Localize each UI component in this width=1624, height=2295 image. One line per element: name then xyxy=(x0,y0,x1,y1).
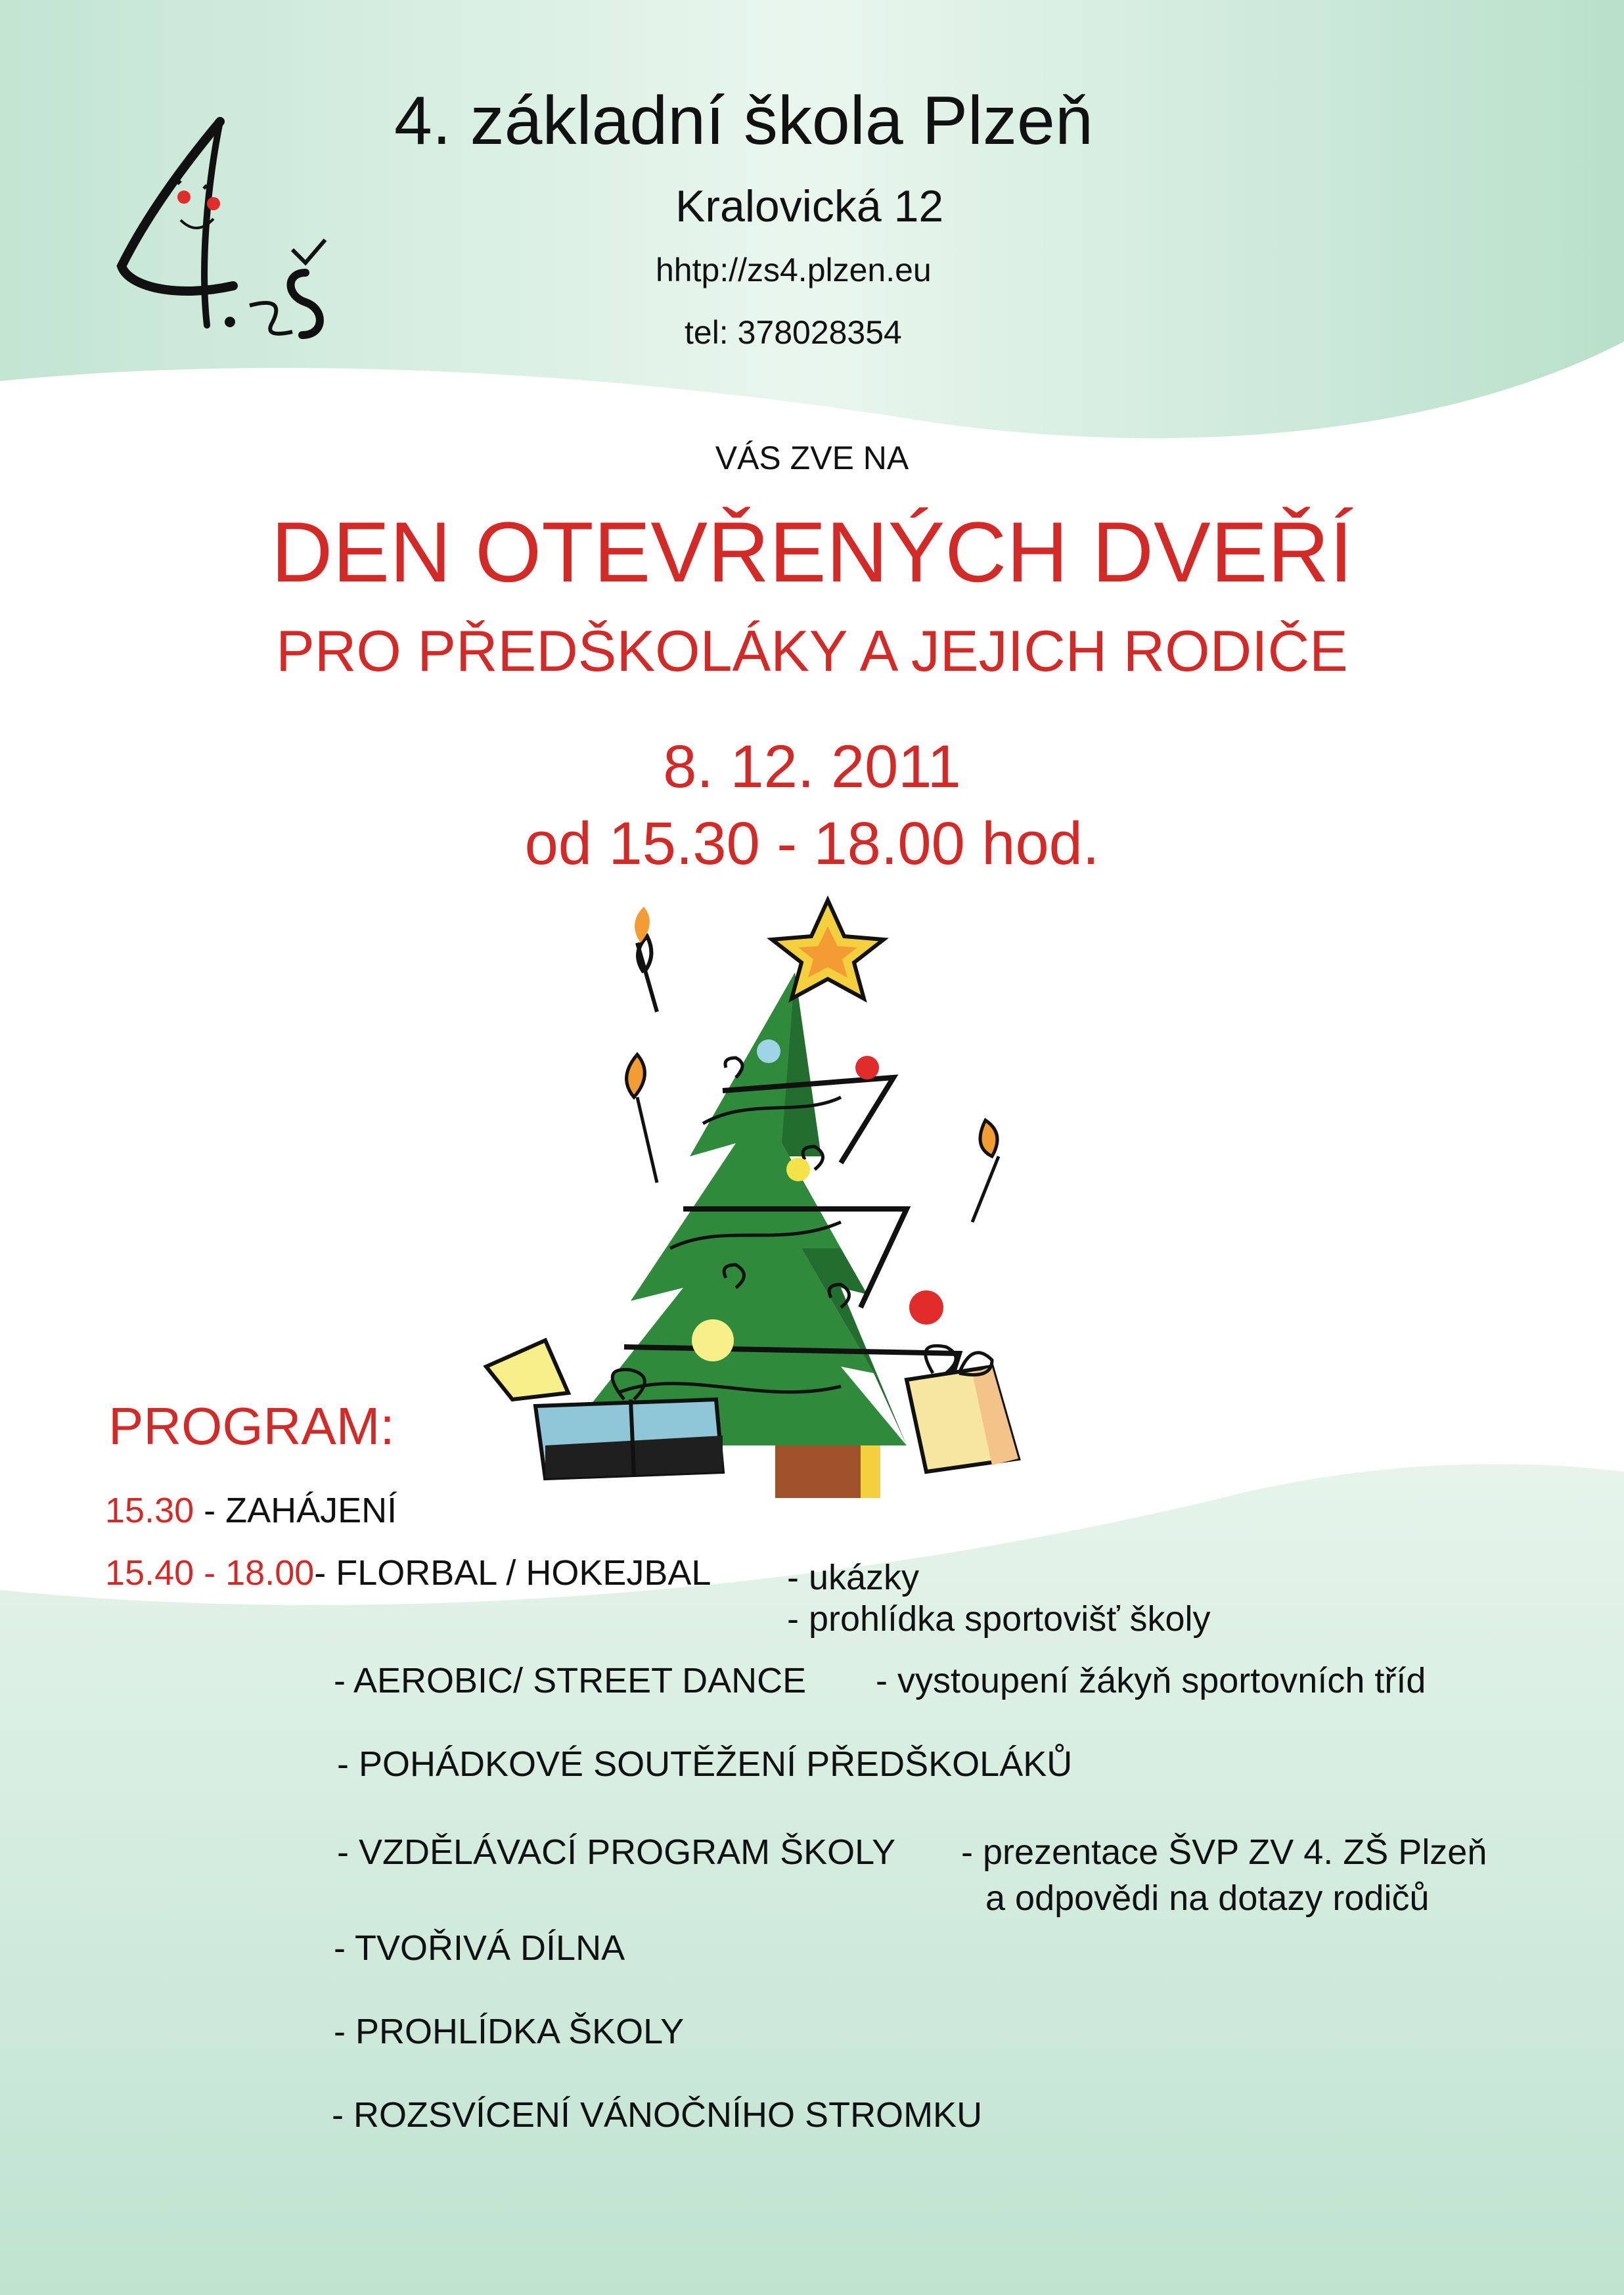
program-item-florbal xyxy=(105,1553,711,1593)
program-note: - vystoupení žákyň sportovních tříd xyxy=(876,1661,1426,1700)
invitation-lead: VÁS ZVE NA xyxy=(715,440,909,476)
program-item-aerobic: - AEROBIC/ STREET DANCE xyxy=(334,1661,807,1700)
school-logo-icon xyxy=(108,108,338,352)
program-activity: - FLORBAL / HOKEJBAL xyxy=(314,1553,711,1593)
christmas-tree-icon xyxy=(473,880,1104,1498)
program-note: - ukázky xyxy=(787,1558,920,1597)
program-item-opening xyxy=(105,1490,397,1531)
event-title: DEN OTEVŘENÝCH DVEŘÍ xyxy=(271,504,1353,600)
program-item-workshop: - TVOŘIVÁ DÍLNA xyxy=(334,1928,625,1968)
school-website[interactable]: hhtp://zs4.plzen.eu xyxy=(656,252,932,288)
program-item-education: - VZDĚLÁVACÍ PROGRAM ŠKOLY xyxy=(337,1832,896,1872)
school-phone: tel: 378028354 xyxy=(685,314,902,351)
program-item-tour: - PROHLÍDKA ŠKOLY xyxy=(334,2012,685,2051)
school-address: Kralovická 12 xyxy=(675,181,944,231)
event-time: od 15.30 - 18.00 hod. xyxy=(524,810,1100,877)
program-activity: - ZAHÁJENÍ xyxy=(204,1491,397,1530)
school-name: 4. základní škola Plzeň xyxy=(394,83,1093,159)
program-time: 15.40 - 18.00 xyxy=(105,1553,315,1593)
program-heading: PROGRAM: xyxy=(108,1397,395,1455)
program-note: - prezentace ŠVP ZV 4. ZŠ Plzeň xyxy=(961,1832,1487,1872)
event-date: 8. 12. 2011 xyxy=(663,733,961,800)
program-note: a odpovědi na dotazy rodičů xyxy=(985,1878,1430,1918)
program-note: - prohlídka sportovišť školy xyxy=(787,1599,1211,1639)
event-subtitle: PRO PŘEDŠKOLÁKY A JEJICH RODIČE xyxy=(276,618,1348,683)
program-time: 15.30 xyxy=(105,1491,194,1530)
program-item-tree-lighting: - ROZSVÍCENÍ VÁNOČNÍHO STROMKU xyxy=(332,2095,983,2135)
program-item-competition: - POHÁDKOVÉ SOUTĚŽENÍ PŘEDŠKOLÁKŮ xyxy=(337,1744,1073,1784)
